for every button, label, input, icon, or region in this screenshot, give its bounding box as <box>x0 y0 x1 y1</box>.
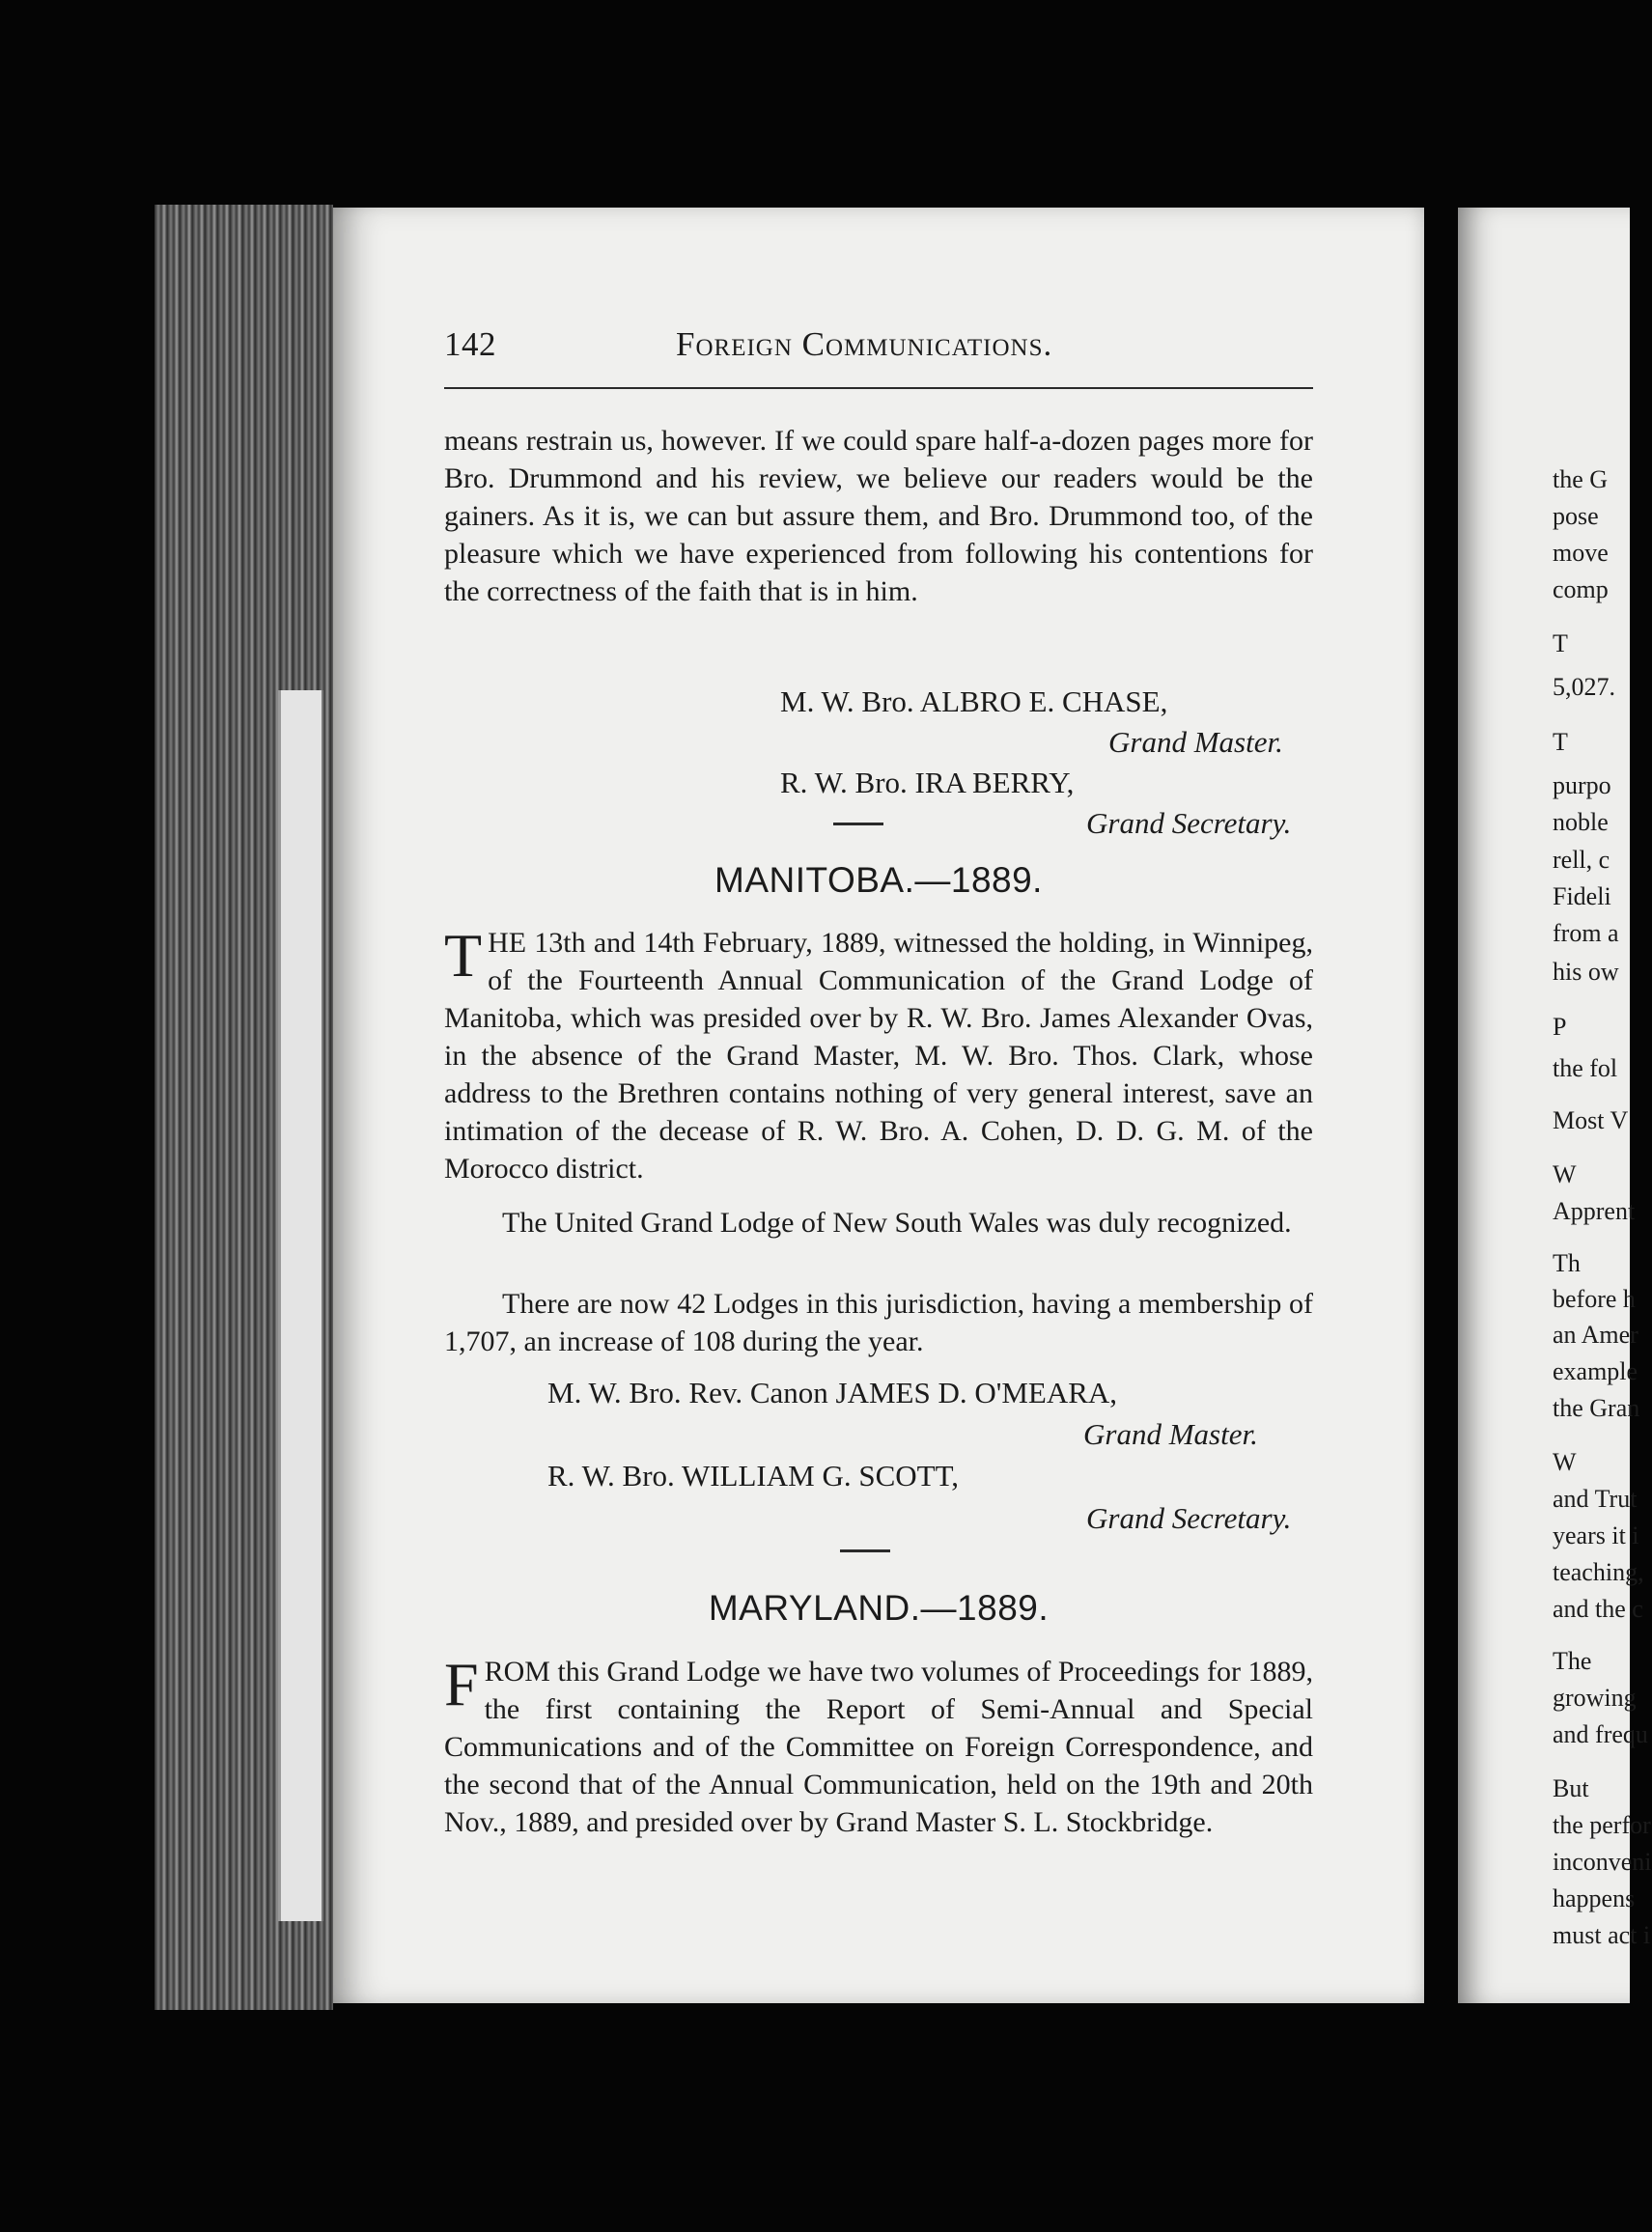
manitoba-text-3: There are now 42 Lodges in this jurisdiction, having a membership of 1,707, an increase of 108 during the year. <box>444 1288 1313 1357</box>
right-page-fragment: Th <box>1553 1249 1581 1277</box>
right-page-fragment: happens <box>1553 1884 1636 1912</box>
manitoba-heading: MANITOBA.—1889. <box>714 860 1043 900</box>
maryland-text-1: ROM this Grand Lodge we have two volumes of Proceedings for 1889, the first containing the Report of Semi-Annual and Special Communications and of the Committee on Foreign Correspondence, and the second that of the Annual Communication, held on the 19th and 20th Nov., 1889, and presided over by Grand Master S. L. Stockbridge. <box>444 1656 1313 1838</box>
right-page-fragment: comp <box>1553 575 1609 603</box>
left-page <box>333 208 1424 2003</box>
right-page-fragment: T <box>1553 629 1568 657</box>
section-divider-2 <box>840 1549 890 1552</box>
page-number: 142 <box>444 325 496 363</box>
right-page-fragment: Apprent <box>1553 1197 1636 1225</box>
maryland-drop-cap: F <box>444 1650 479 1718</box>
intro-paragraph <box>444 422 1313 610</box>
right-page-fragment: inconveni <box>1553 1848 1652 1876</box>
right-page-fragment: the G <box>1553 465 1609 493</box>
right-page-fragment: years it i <box>1553 1521 1639 1549</box>
right-page-fragment: from a <box>1553 919 1619 947</box>
header-rule <box>444 387 1313 389</box>
section-divider <box>833 823 883 825</box>
right-page-fragment: But <box>1553 1774 1589 1802</box>
right-page-fragment: pose <box>1553 502 1599 530</box>
grand-secretary-title-2: Grand Secretary. <box>1086 1501 1292 1535</box>
right-page-fragment: move <box>1553 539 1609 567</box>
right-page-fragment: teaching, <box>1553 1558 1644 1586</box>
grand-secretary-line-1: R. W. Bro. IRA BERRY, <box>780 766 1075 799</box>
manitoba-paragraph-2 <box>444 1204 1313 1242</box>
right-page-fragment: Fideli <box>1553 882 1611 910</box>
maryland-heading: MARYLAND.—1889. <box>708 1588 1050 1628</box>
right-page-fragment: T <box>1553 728 1568 756</box>
manitoba-text-2: The United Grand Lodge of New South Wales was duly recognized. <box>502 1207 1292 1239</box>
right-page-fragment: the Gran <box>1553 1394 1640 1422</box>
right-page-fragment: W <box>1553 1448 1577 1476</box>
right-page-fragment: W <box>1553 1160 1577 1188</box>
right-page-fragment: example <box>1553 1357 1638 1385</box>
right-page-fragment: noble <box>1553 808 1609 836</box>
running-title: Foreign Communications. <box>676 325 1053 363</box>
right-page-fragment: and Trut <box>1553 1485 1638 1513</box>
grand-master-title-1: Grand Master. <box>1108 725 1283 759</box>
right-page-fragment: 5,027. <box>1553 673 1615 701</box>
grand-secretary-title-1: Grand Secretary. <box>1086 806 1292 840</box>
right-page-fragment: the perfor <box>1553 1811 1651 1839</box>
maryland-paragraph-1 <box>444 1650 1313 1841</box>
right-page-fragment: P <box>1553 1013 1567 1041</box>
manitoba-text-1: HE 13th and 14th February, 1889, witnessed the holding, in Winnipeg, of the Fourteenth Annual Communication of the Grand Lodge of Manitoba, which was presided over by R. W. Bro. James Alexander Ovas, in the absence of the Grand Master, M. W. Bro. Thos. Clark, whose address to the Brethren contains nothing of very general interest, save an intimation of the decease of R. W. Bro. A. Cohen, D. D. G. M. of the Morocco district. <box>444 927 1313 1185</box>
right-page-fragment: The <box>1553 1647 1592 1675</box>
right-page-fragment: before h <box>1553 1285 1636 1313</box>
grand-master-line-2: M. W. Bro. Rev. Canon JAMES D. O'MEARA, <box>547 1376 1118 1409</box>
right-page-fragment: Most V <box>1553 1106 1629 1134</box>
right-page-fragment: an Amer <box>1553 1321 1638 1349</box>
intro-text: means restrain us, however. If we could spare half-a-dozen pages more for Bro. Drummond and his review, we believe our readers would be the gainers. As it is, we can but assure them, and Bro. Drummond too, of the pleasure which we have experienced from following his contentions for the correctness of the faith that is in him. <box>444 425 1313 607</box>
right-page-fragment: growing <box>1553 1684 1637 1712</box>
manitoba-paragraph-1 <box>444 921 1313 1187</box>
right-page-fragment: rell, c <box>1553 846 1610 874</box>
right-page-fragment: his ow <box>1553 958 1619 986</box>
grand-secretary-line-2: R. W. Bro. WILLIAM G. SCOTT, <box>547 1459 959 1493</box>
grand-master-line-1: M. W. Bro. ALBRO E. CHASE, <box>780 684 1168 718</box>
page-edge-strip <box>278 690 323 1921</box>
manitoba-paragraph-3 <box>444 1285 1313 1360</box>
right-page-fragment: and the c <box>1553 1595 1643 1623</box>
grand-master-title-2: Grand Master. <box>1083 1417 1258 1451</box>
right-page-fragment: and frequ <box>1553 1720 1648 1748</box>
manitoba-drop-cap: T <box>444 921 483 990</box>
running-head <box>444 325 1313 374</box>
right-page-fragment: must act i <box>1553 1921 1651 1949</box>
right-page-fragment: the fol <box>1553 1054 1618 1082</box>
right-page-fragment: purpo <box>1553 771 1611 799</box>
